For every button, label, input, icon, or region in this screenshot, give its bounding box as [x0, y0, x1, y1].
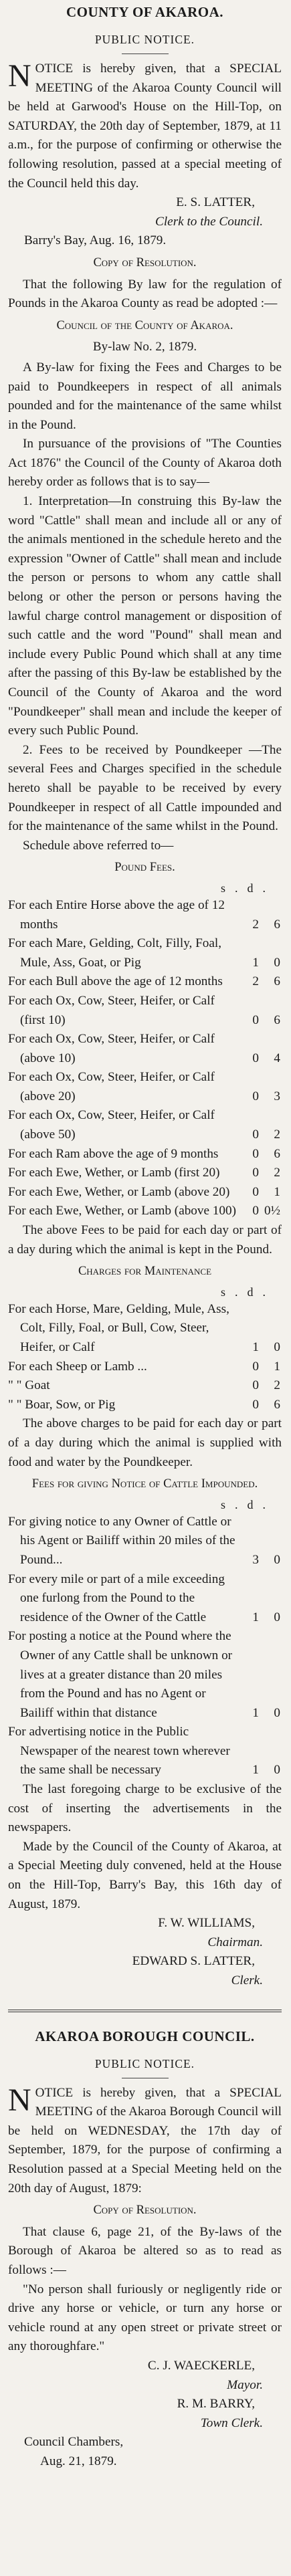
fee-pence: 0½	[264, 1204, 280, 1218]
dropcap: N	[8, 58, 31, 94]
col-s: s.	[220, 881, 248, 895]
fee-description: For each Mare, Gelding, Colt, Filly, Foal, Mule, Ass, Goat, or Pig	[8, 936, 222, 970]
fee-shillings: 0	[252, 1378, 259, 1393]
fee-description: For each Ewe, Wether, or Lamb (first 20)	[8, 1166, 220, 1180]
mayor-name: C. J. WAECKERLE,	[147, 2358, 255, 2373]
fee-pence: 1	[274, 1184, 280, 1199]
borough-place: Council Chambers,	[24, 2435, 124, 2450]
borough-title: AKAROA BOROUGH COUNCIL.	[35, 2028, 255, 2044]
fee-shillings: 1	[252, 955, 259, 970]
fee-column-heads-2	[8, 1284, 282, 1300]
fee-description: For each Bull above the age of 12 months	[8, 974, 223, 989]
fee-pence: 2	[274, 1166, 280, 1180]
fee-pence: 0	[274, 1610, 280, 1624]
county-notice-body	[8, 60, 282, 193]
borough-resolution-text: That clause 6, page 21, of the By-laws of the Borough of Akaroa be altered so as to read as follows :—	[8, 2224, 282, 2277]
fee-pence: 2	[274, 1128, 280, 1142]
maintenance-note: The above charges to be paid for each day or part of a day during which the animal is supplied with food and water by the Poundkeeper.	[8, 1416, 282, 1469]
fee-shillings: 0	[252, 1359, 259, 1374]
fee-shillings: 0	[252, 1204, 259, 1218]
county-bylaw-preamble: A By-law for fixing the Fees and Charges to be paid to Poundkeepers in respect of all animals pounded and for the maintenance of the same whilst in the Pound.	[8, 360, 282, 432]
fee-pence: 2	[274, 1378, 280, 1393]
fee-pence: 6	[274, 974, 280, 989]
fee-shillings: 0	[252, 1397, 259, 1412]
chairman-name: F. W. WILLIAMS,	[158, 1916, 255, 1931]
section-divider	[8, 2010, 282, 2012]
notice-fees-note: The last foregoing charge to be exclusive of the cost of inserting the advertisements in the newspapers.	[8, 1782, 282, 1835]
fee-shillings: 0	[252, 1184, 259, 1199]
dropcap: N	[8, 2082, 31, 2118]
county-notice-text: OTICE is hereby given, that a SPECIAL MEETING of the Akaroa County Council will be held at Garwood's House on the Hill-Top, on SATURDAY, the 20th day of September, 1879, at 11 a.m., for the purpose of confirming or otherwise the following resolution, passed at a special meeting of the Council held this day.	[8, 62, 282, 191]
borough-notice-text: OTICE is hereby given, that a SPECIAL MEETING of the Akaroa Borough Council will be held on WEDNESDAY, the 17th day of September, 1879, for the purpose of confirming a Resolution passed at a Special Meeting held on the 20th day of August, 1879:	[8, 2085, 282, 2195]
fee-row	[8, 1164, 282, 1183]
col-s: s.	[220, 1497, 248, 1511]
col-d: d.	[247, 1497, 275, 1511]
fee-row	[8, 1183, 282, 1202]
pound-fees-table	[8, 896, 282, 1221]
maintenance-table	[8, 1300, 282, 1415]
fee-row	[8, 1145, 282, 1164]
county-signer-title: Clerk to the Council.	[155, 214, 263, 229]
fee-row	[8, 1202, 282, 1221]
fee-description: For each Ewe, Wether, or Lamb (above 100)	[8, 1204, 236, 1218]
county-signer-initials: E. S. LATTER,	[176, 195, 255, 210]
fee-column-heads-3	[8, 1497, 282, 1513]
divider	[122, 53, 169, 54]
fee-shillings: 1	[252, 1705, 259, 1720]
notice-fees-heading: Fees for giving Notice of Cattle Impounded.	[31, 1477, 258, 1491]
county-made-text: Made by the Council of the County of Akaroa, at a Special Meeting duly convened, held at the House on the Hill-Top, Barry's Bay, this 16th day of August, 1879.	[8, 1839, 282, 1911]
fee-description: For each Ox, Cow, Steer, Heifer, or Calf (above 50)	[8, 1108, 215, 1142]
borough-notice-heading: PUBLIC NOTICE.	[94, 2056, 195, 2070]
borough-resolution-heading: Copy of Resolution.	[93, 2204, 197, 2218]
pound-fees-heading: Pound Fees.	[114, 861, 175, 875]
fee-row	[8, 1396, 282, 1415]
fee-row	[8, 1030, 282, 1068]
county-clerk-name: EDWARD S. LATTER,	[132, 1954, 255, 1969]
county-resolution-heading: Copy of Resolution.	[93, 255, 197, 270]
fee-pence: 4	[274, 1051, 280, 1065]
fee-shillings: 3	[252, 1552, 259, 1567]
fee-shillings: 1	[252, 1763, 259, 1778]
col-d: d.	[247, 881, 275, 895]
fee-row	[8, 1106, 282, 1144]
fee-description: For each Sheep or Lamb ...	[8, 1359, 147, 1374]
county-schedule-intro: Schedule above referred to—	[23, 838, 174, 853]
county-bylaw-number: By-law No. 2, 1879.	[92, 340, 197, 354]
fee-shillings: 0	[252, 1146, 259, 1161]
fee-pence: 0	[274, 1705, 280, 1720]
borough-quote: "No person shall furiously or negligently ride or drive any horse or vehicle, or turn any horse or vehicle round at any open street or private street or any thoroughfare."	[8, 2282, 282, 2354]
fee-row	[8, 896, 282, 934]
county-council-heading: Council of the County of Akaroa.	[56, 318, 233, 332]
borough-date: Aug. 21, 1879.	[40, 2454, 117, 2468]
fee-description: " " Boar, Sow, or Pig	[8, 1397, 116, 1412]
fee-shillings: 1	[252, 1610, 259, 1624]
fee-description: For each Entire Horse above the age of 12 months	[8, 897, 225, 932]
fee-description: For each Ewe, Wether, or Lamb (above 20)	[8, 1184, 230, 1199]
fee-description: For each Ram above the age of 9 months	[8, 1146, 219, 1161]
fee-pence: 1	[274, 1359, 280, 1374]
chairman-title: Chairman.	[207, 1935, 263, 1949]
borough-notice-body	[8, 2084, 282, 2199]
county-notice-heading: PUBLIC NOTICE.	[94, 33, 195, 46]
fee-pence: 6	[274, 917, 280, 932]
fee-description: For posting a notice at the Pound where the Owner of any Cattle shall be unknown or lives at a greater distance than 20 miles from the Pound and has no Agent or Bailiff within that distance	[8, 1629, 233, 1720]
fee-shillings: 0	[252, 1089, 259, 1103]
notice-fees-table	[8, 1513, 282, 1780]
fee-row	[8, 934, 282, 972]
fee-row	[8, 992, 282, 1030]
fee-pence: 0	[274, 1340, 280, 1354]
fee-row	[8, 1570, 282, 1628]
fee-pence: 0	[274, 955, 280, 970]
fee-row	[8, 1068, 282, 1106]
fee-shillings: 1	[252, 1340, 259, 1354]
fee-row	[8, 1513, 282, 1570]
fee-pence: 6	[274, 1146, 280, 1161]
fee-description: For each Ox, Cow, Steer, Heifer, or Calf (first 10)	[8, 993, 215, 1027]
county-resolution-text: That the following By law for the regulation of Pounds in the Akaroa County as read be adopted :—	[8, 277, 282, 311]
fee-description: For advertising notice in the Public Newspaper of the nearest town wherever the same shall be necessary	[8, 1725, 230, 1778]
fee-description: For every mile or part of a mile exceeding one furlong from the Pound to the residence of the Owner of the Cattle	[8, 1572, 225, 1624]
fee-pence: 6	[274, 1397, 280, 1412]
maintenance-heading: Charges for Maintenance	[78, 1265, 212, 1279]
fee-description: For each Ox, Cow, Steer, Heifer, or Calf (above 10)	[8, 1032, 215, 1065]
fee-row	[8, 1300, 282, 1358]
fee-description: For giving notice to any Owner of Cattle or his Agent or Bailiff within 20 miles of the Pound...	[8, 1514, 235, 1567]
county-clause-2: 2. Fees to be received by Poundkeeper —The several Fees and Charges specified in the schedule hereto shall be payable to be received by every Poundkeeper in respect of all Cattle impounded and for the maintenance of the same whilst in the Pound.	[8, 742, 282, 834]
fee-description: " " Goat	[8, 1378, 50, 1393]
county-place-date: Barry's Bay, Aug. 16, 1879.	[24, 233, 167, 248]
fee-pence: 3	[274, 1089, 280, 1103]
fee-pence: 6	[274, 1012, 280, 1027]
fee-row	[8, 1358, 282, 1377]
col-s: s.	[220, 1285, 248, 1299]
county-clause-1: 1. Interpretation—In construing this By-law the word "Cattle" shall mean and include all or any of the animals mentioned in the schedule hereto and the expression "Owner of Cattle" shall mean and include the person or persons to whom any cattle shall belong or other the person or persons having the lawful charge control management or disposition of such cattle and the word "Pound" shall mean and include every Public Pound which shall at any time after the passing of this By-law be established by the Council of the County of Akaroa and the word "Poundkeeper" shall mean and include the keeper of every such Public Pound.	[8, 494, 282, 738]
fee-shillings: 0	[252, 1051, 259, 1065]
mayor-title: Mayor.	[227, 2377, 263, 2392]
county-bylaw-pursuance: In pursuance of the provisions of "The Counties Act 1876" the Council of the County of Akaroa doth hereby order as follows that is to say—	[8, 437, 282, 490]
borough-clerk-name: R. M. BARRY,	[177, 2397, 255, 2411]
borough-clerk-title: Town Clerk.	[200, 2416, 263, 2430]
fee-pence: 0	[274, 1552, 280, 1567]
county-title: COUNTY OF AKAROA.	[66, 4, 224, 20]
fee-pence: 0	[274, 1763, 280, 1778]
fee-row	[8, 972, 282, 992]
fee-column-heads	[8, 880, 282, 896]
fee-shillings: 0	[252, 1166, 259, 1180]
fee-shillings: 2	[252, 974, 259, 989]
fee-shillings: 2	[252, 917, 259, 932]
county-clerk-title: Clerk.	[231, 1973, 263, 1988]
fee-row	[8, 1627, 282, 1723]
fee-description: For each Horse, Mare, Gelding, Mule, Ass, Colt, Filly, Foal, or Bull, Cow, Steer, Heifer, or Calf	[8, 1301, 229, 1354]
col-d: d.	[247, 1285, 275, 1299]
fee-row	[8, 1723, 282, 1780]
fee-description: For each Ox, Cow, Steer, Heifer, or Calf (above 20)	[8, 1070, 215, 1103]
fee-shillings: 0	[252, 1128, 259, 1142]
pound-fees-note: The above Fees to be paid for each day or part of a day during which the animal is kept in the Pound.	[8, 1223, 282, 1257]
fee-shillings: 0	[252, 1012, 259, 1027]
fee-row	[8, 1376, 282, 1396]
